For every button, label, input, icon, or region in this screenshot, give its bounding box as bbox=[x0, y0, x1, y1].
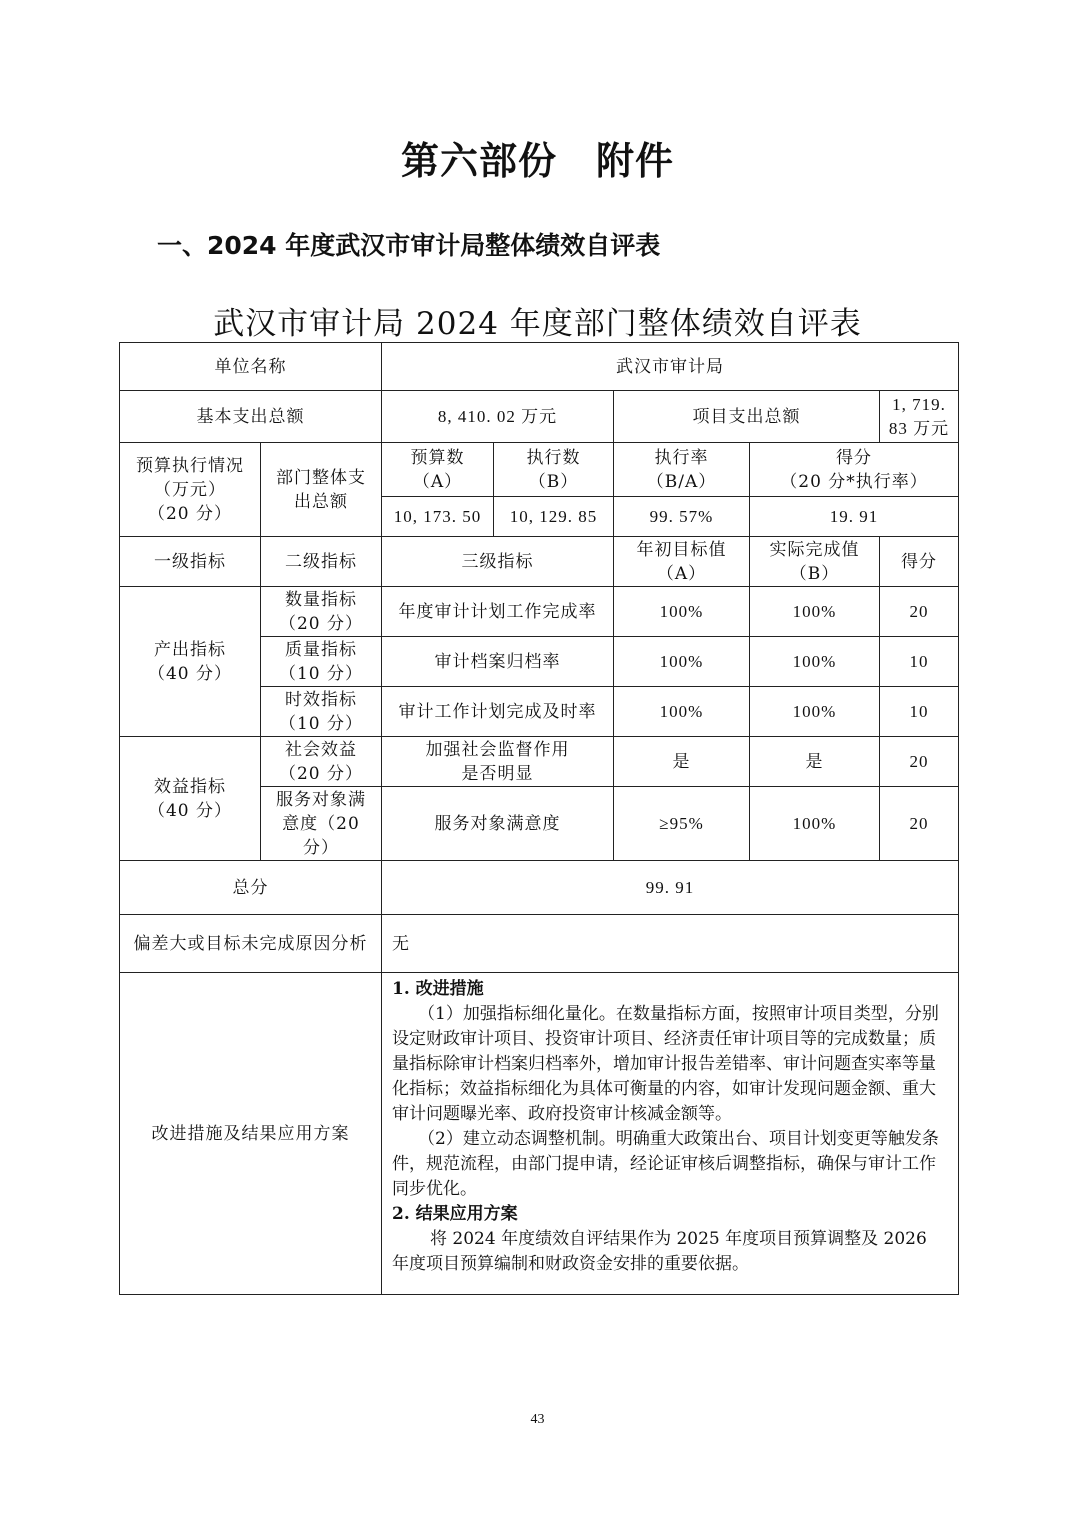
level1-header: 一级指标 bbox=[120, 537, 261, 587]
output-indicator-label bbox=[120, 587, 261, 737]
budget-col-header bbox=[382, 443, 494, 497]
rate-col-title: 执行率 bbox=[654, 447, 709, 468]
level2-points-end: 分） bbox=[303, 837, 339, 858]
actual-value: 100% bbox=[750, 587, 880, 637]
rate-value: 99. 57% bbox=[614, 497, 750, 537]
exec-col-header bbox=[494, 443, 614, 497]
total-value: 99. 91 bbox=[382, 861, 959, 915]
plan-row bbox=[120, 973, 959, 1295]
total-label: 总分 bbox=[120, 861, 382, 915]
plan-heading-apply: 2. 结果应用方案 bbox=[392, 1204, 518, 1224]
level2-points: （20 分） bbox=[278, 613, 364, 634]
level2-points: （10 分） bbox=[278, 663, 364, 684]
level2-title: 时效指标 bbox=[285, 689, 357, 710]
output-label-line2: （40 分） bbox=[147, 663, 233, 684]
score-value: 10 bbox=[880, 637, 959, 687]
budget-header-row bbox=[120, 443, 959, 497]
budget-exec-label-line2: （万元） bbox=[154, 479, 226, 500]
level3-cell: 审计档案归档率 bbox=[382, 637, 614, 687]
actual-header-sub: （B） bbox=[789, 563, 840, 584]
target-value: 100% bbox=[614, 587, 750, 637]
total-row bbox=[120, 861, 959, 915]
level2-cell bbox=[261, 587, 382, 637]
level3-cell: 审计工作计划完成及时率 bbox=[382, 687, 614, 737]
indicator-header-row bbox=[120, 537, 959, 587]
exec-col-sub: （B） bbox=[528, 471, 579, 492]
target-value: 100% bbox=[614, 637, 750, 687]
level2-points: 意度（20 bbox=[282, 813, 360, 834]
unit-row bbox=[120, 343, 959, 391]
budget-score-value: 19. 91 bbox=[750, 497, 959, 537]
exec-col-title: 执行数 bbox=[526, 447, 581, 468]
actual-value: 是 bbox=[750, 737, 880, 787]
expense-row bbox=[120, 391, 959, 443]
plan-paragraph-2: （2）建立动态调整机制。明确重大政策出台、项目计划变更等触发条件，规范流程，由部门提申请，经论证审核后调整指标，确保与审计工作同步优化。 bbox=[392, 1129, 939, 1199]
budget-col-sub: （A） bbox=[412, 471, 463, 492]
level2-title: 服务对象满 bbox=[276, 789, 366, 810]
level2-cell bbox=[261, 687, 382, 737]
budget-exec-label bbox=[120, 443, 261, 537]
plan-content bbox=[382, 973, 959, 1295]
plan-label: 改进措施及结果应用方案 bbox=[120, 973, 382, 1295]
level2-points: （20 分） bbox=[278, 763, 364, 784]
score-value: 20 bbox=[880, 737, 959, 787]
level3-cell bbox=[382, 737, 614, 787]
target-header bbox=[614, 537, 750, 587]
plan-heading-improve: 1. 改进措施 bbox=[392, 979, 484, 999]
level3-header: 三级指标 bbox=[382, 537, 614, 587]
table-row bbox=[120, 587, 959, 637]
budget-exec-label-line1: 预算执行情况 bbox=[136, 455, 244, 476]
actual-value: 100% bbox=[750, 687, 880, 737]
level3-line2: 是否明显 bbox=[461, 763, 534, 784]
dept-total-label-line1: 部门整体支 bbox=[276, 467, 366, 488]
budget-value: 10, 173. 50 bbox=[382, 497, 494, 537]
score-col-title: 得分 bbox=[836, 447, 873, 468]
actual-value: 100% bbox=[750, 787, 880, 861]
level2-cell bbox=[261, 637, 382, 687]
plan-paragraph-1: （1）加强指标细化量化。在数量指标方面，按照审计项目类型，分别设定财政审计项目、投资审计项目、经济责任审计项目等的完成数量；质量指标除审计档案归档率外，增加审计报告差错率、审计问题查实率等量化指标；效益指标细化为具体可衡量的内容，如审计发现问题金额、重大审计问题曝光率、政府投资审计核减金额等。 bbox=[392, 1004, 939, 1124]
score-value: 20 bbox=[880, 787, 959, 861]
budget-exec-label-line3: （20 分） bbox=[147, 503, 233, 524]
level2-cell bbox=[261, 737, 382, 787]
rate-col-header bbox=[614, 443, 750, 497]
plan-paragraph-3: 将 2024 年度绩效自评结果作为 2025 年度项目预算调整及 2026 年度项目预算编制和财政资金安排的重要依据。 bbox=[392, 1229, 927, 1274]
level2-points: （10 分） bbox=[278, 713, 364, 734]
basic-expense-label: 基本支出总额 bbox=[120, 391, 382, 443]
performance-table bbox=[119, 342, 959, 1295]
part-title: 第六部份 附件 bbox=[400, 139, 674, 183]
level2-title: 社会效益 bbox=[285, 739, 357, 760]
benefit-label-line1: 效益指标 bbox=[154, 776, 226, 797]
deviation-value: 无 bbox=[382, 915, 959, 973]
actual-value: 100% bbox=[750, 637, 880, 687]
exec-value: 10, 129. 85 bbox=[494, 497, 614, 537]
unit-label: 单位名称 bbox=[120, 343, 382, 391]
level2-header: 二级指标 bbox=[261, 537, 382, 587]
target-value: 是 bbox=[614, 737, 750, 787]
level3-line1: 加强社会监督作用 bbox=[425, 739, 570, 760]
dept-total-label-line2: 出总额 bbox=[294, 491, 348, 512]
target-header-title: 年初目标值 bbox=[636, 539, 727, 560]
target-value: 100% bbox=[614, 687, 750, 737]
actual-header-title: 实际完成值 bbox=[769, 539, 860, 560]
score-value: 20 bbox=[880, 587, 959, 637]
deviation-row bbox=[120, 915, 959, 973]
score-col-sub: （20 分*执行率） bbox=[780, 471, 928, 492]
level3-cell: 服务对象满意度 bbox=[382, 787, 614, 861]
benefit-label-line2: （40 分） bbox=[147, 800, 233, 821]
basic-expense-value: 8, 410. 02 万元 bbox=[382, 391, 614, 443]
deviation-label: 偏差大或目标未完成原因分析 bbox=[120, 915, 382, 973]
level3-cell: 年度审计计划工作完成率 bbox=[382, 587, 614, 637]
output-label-line1: 产出指标 bbox=[154, 639, 226, 660]
dept-total-label bbox=[261, 443, 382, 537]
section-title: 一、2024 年度武汉市审计局整体绩效自评表 bbox=[157, 231, 661, 260]
project-expense-label: 项目支出总额 bbox=[614, 391, 880, 443]
target-header-sub: （A） bbox=[656, 563, 707, 584]
table-row bbox=[120, 737, 959, 787]
target-value: ≥95% bbox=[614, 787, 750, 861]
actual-header bbox=[750, 537, 880, 587]
project-expense-value: 1, 719. 83 万元 bbox=[880, 391, 959, 443]
level2-title: 质量指标 bbox=[285, 639, 357, 660]
page-number: 43 bbox=[530, 1412, 545, 1427]
score-value: 10 bbox=[880, 687, 959, 737]
score-header: 得分 bbox=[880, 537, 959, 587]
budget-col-title: 预算数 bbox=[410, 447, 465, 468]
unit-value: 武汉市审计局 bbox=[382, 343, 959, 391]
benefit-indicator-label bbox=[120, 737, 261, 861]
score-col-header bbox=[750, 443, 959, 497]
rate-col-sub: （B/A） bbox=[646, 471, 717, 492]
level2-title: 数量指标 bbox=[285, 589, 357, 610]
table-title: 武汉市审计局 2024 年度部门整体绩效自评表 bbox=[213, 306, 862, 342]
level2-cell bbox=[261, 787, 382, 861]
